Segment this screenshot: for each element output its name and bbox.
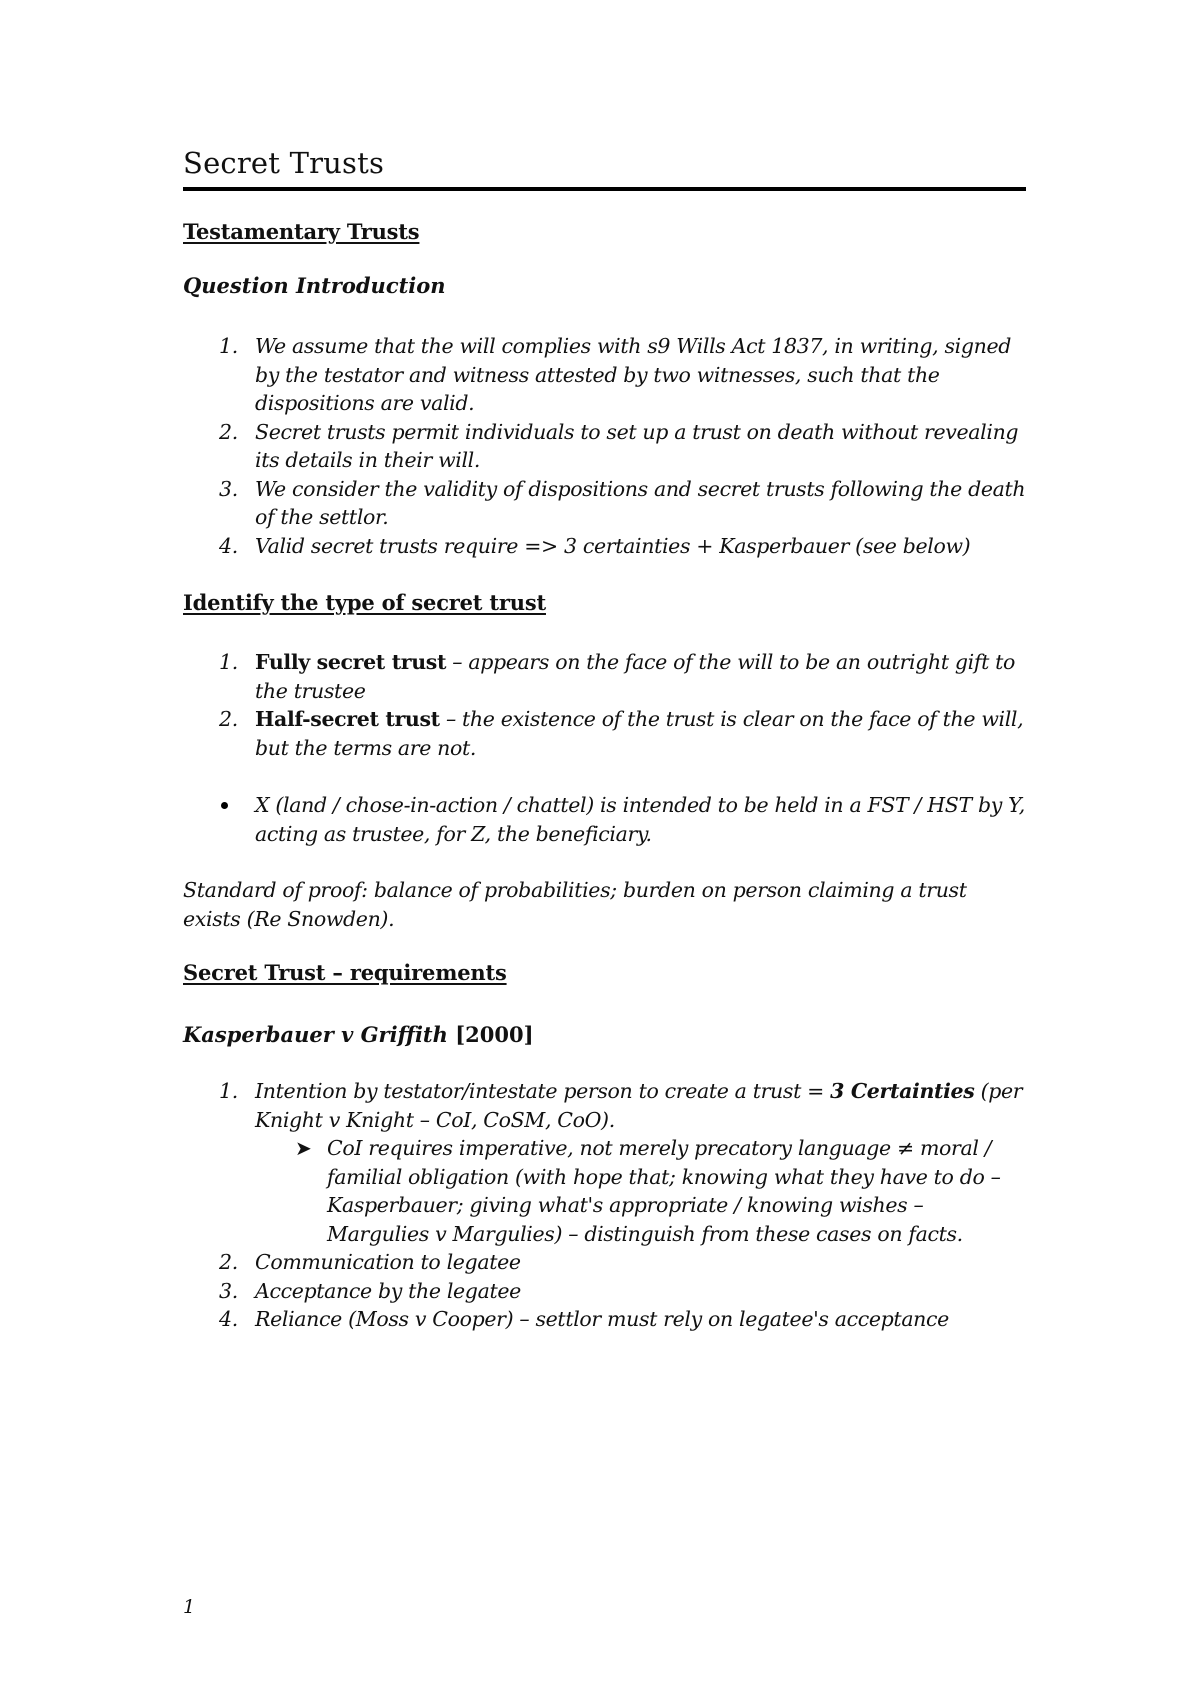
bullet-item bbox=[183, 791, 1028, 848]
heading-testamentary-trusts: Testamentary Trusts bbox=[183, 219, 420, 244]
list-number: 4. bbox=[219, 533, 238, 558]
page-title: Secret Trusts bbox=[183, 146, 385, 180]
list-item bbox=[183, 648, 1028, 705]
list-text: Acceptance by the legatee bbox=[255, 1278, 521, 1303]
term-fully-secret-trust: Fully secret trust bbox=[255, 650, 447, 674]
subheading-question-introduction: Question Introduction bbox=[183, 273, 446, 298]
term-half-secret-trust: Half-secret trust bbox=[255, 707, 440, 731]
list-text-bold: 3 Certainties bbox=[830, 1079, 975, 1103]
requirements-list bbox=[183, 1077, 1028, 1334]
list-item bbox=[183, 475, 1028, 532]
heading-identify-type: Identify the type of secret trust bbox=[183, 590, 546, 615]
case-year: [2000] bbox=[447, 1022, 534, 1047]
list-item bbox=[183, 1305, 1028, 1334]
list-text: – appears on the face of the will to be an outright gift to the trustee bbox=[255, 650, 1016, 703]
list-item bbox=[183, 1277, 1028, 1306]
sub-list-text: CoI requires imperative, not merely precatory language ≠ moral / familial obligation (with hope that; knowing what they have to do – Kasperbauer; giving what's appropriate / knowing wishes – Margulies v Margulies) – distinguish from these cases on facts. bbox=[327, 1136, 1001, 1246]
list-number: 2. bbox=[219, 419, 238, 444]
standard-of-proof-paragraph: Standard of proof: balance of probabilities; burden on person claiming a trust exists (Re Snowden). bbox=[183, 878, 967, 931]
list-text: Valid secret trusts require => 3 certainties + Kasperbauer (see below) bbox=[255, 533, 971, 558]
list-text: We assume that the will complies with s9 Wills Act 1837, in writing, signed by the testator and witness attested by two witnesses, such that the dispositions are valid. bbox=[255, 334, 1012, 415]
list-item bbox=[183, 418, 1028, 475]
secret-trust-types-list bbox=[183, 648, 1028, 762]
list-item bbox=[183, 332, 1028, 418]
bullet-text: X (land / chose-in-action / chattel) is intended to be held in a FST / HST by Y, acting as trustee, for Z, the beneficiary. bbox=[255, 793, 1025, 846]
question-introduction-list bbox=[183, 332, 1028, 560]
case-heading bbox=[183, 1022, 534, 1047]
list-number: 1. bbox=[219, 334, 238, 358]
arrow-bullet-icon: ➤ bbox=[295, 1136, 312, 1160]
list-number: 1. bbox=[219, 1079, 238, 1103]
list-item bbox=[183, 705, 1028, 762]
list-item bbox=[183, 1248, 1028, 1277]
list-number: 3. bbox=[219, 476, 238, 501]
list-item bbox=[183, 1077, 1028, 1134]
list-number: 2. bbox=[219, 1250, 238, 1274]
list-number: 3. bbox=[219, 1278, 238, 1303]
list-text: Communication to legatee bbox=[255, 1250, 521, 1274]
case-name: Kasperbauer v Griffith bbox=[183, 1022, 448, 1047]
list-item bbox=[183, 532, 1028, 561]
bullet-dot-icon bbox=[221, 802, 228, 809]
heading-secret-trust-requirements: Secret Trust – requirements bbox=[183, 960, 507, 985]
list-text: We consider the validity of dispositions and secret trusts following the death of the settlor. bbox=[255, 476, 1026, 529]
list-number: 1. bbox=[219, 650, 238, 674]
list-text-post: (per Knight v Knight – CoI, CoSM, CoO). bbox=[255, 1079, 1023, 1132]
sub-list-item bbox=[183, 1134, 1028, 1248]
list-text-pre: Intention by testator/intestate person to create a trust = bbox=[255, 1079, 831, 1103]
title-underline-rule bbox=[183, 187, 1026, 191]
page-number: 1 bbox=[183, 1596, 196, 1618]
list-number: 4. bbox=[219, 1307, 238, 1331]
list-number: 2. bbox=[219, 707, 238, 731]
list-text: Reliance (Moss v Cooper) – settlor must rely on legatee's acceptance bbox=[255, 1307, 949, 1331]
list-text: Secret trusts permit individuals to set up a trust on death without revealing its details in their will. bbox=[255, 419, 1019, 472]
list-text: – the existence of the trust is clear on the face of the will, but the terms are not. bbox=[255, 707, 1024, 760]
